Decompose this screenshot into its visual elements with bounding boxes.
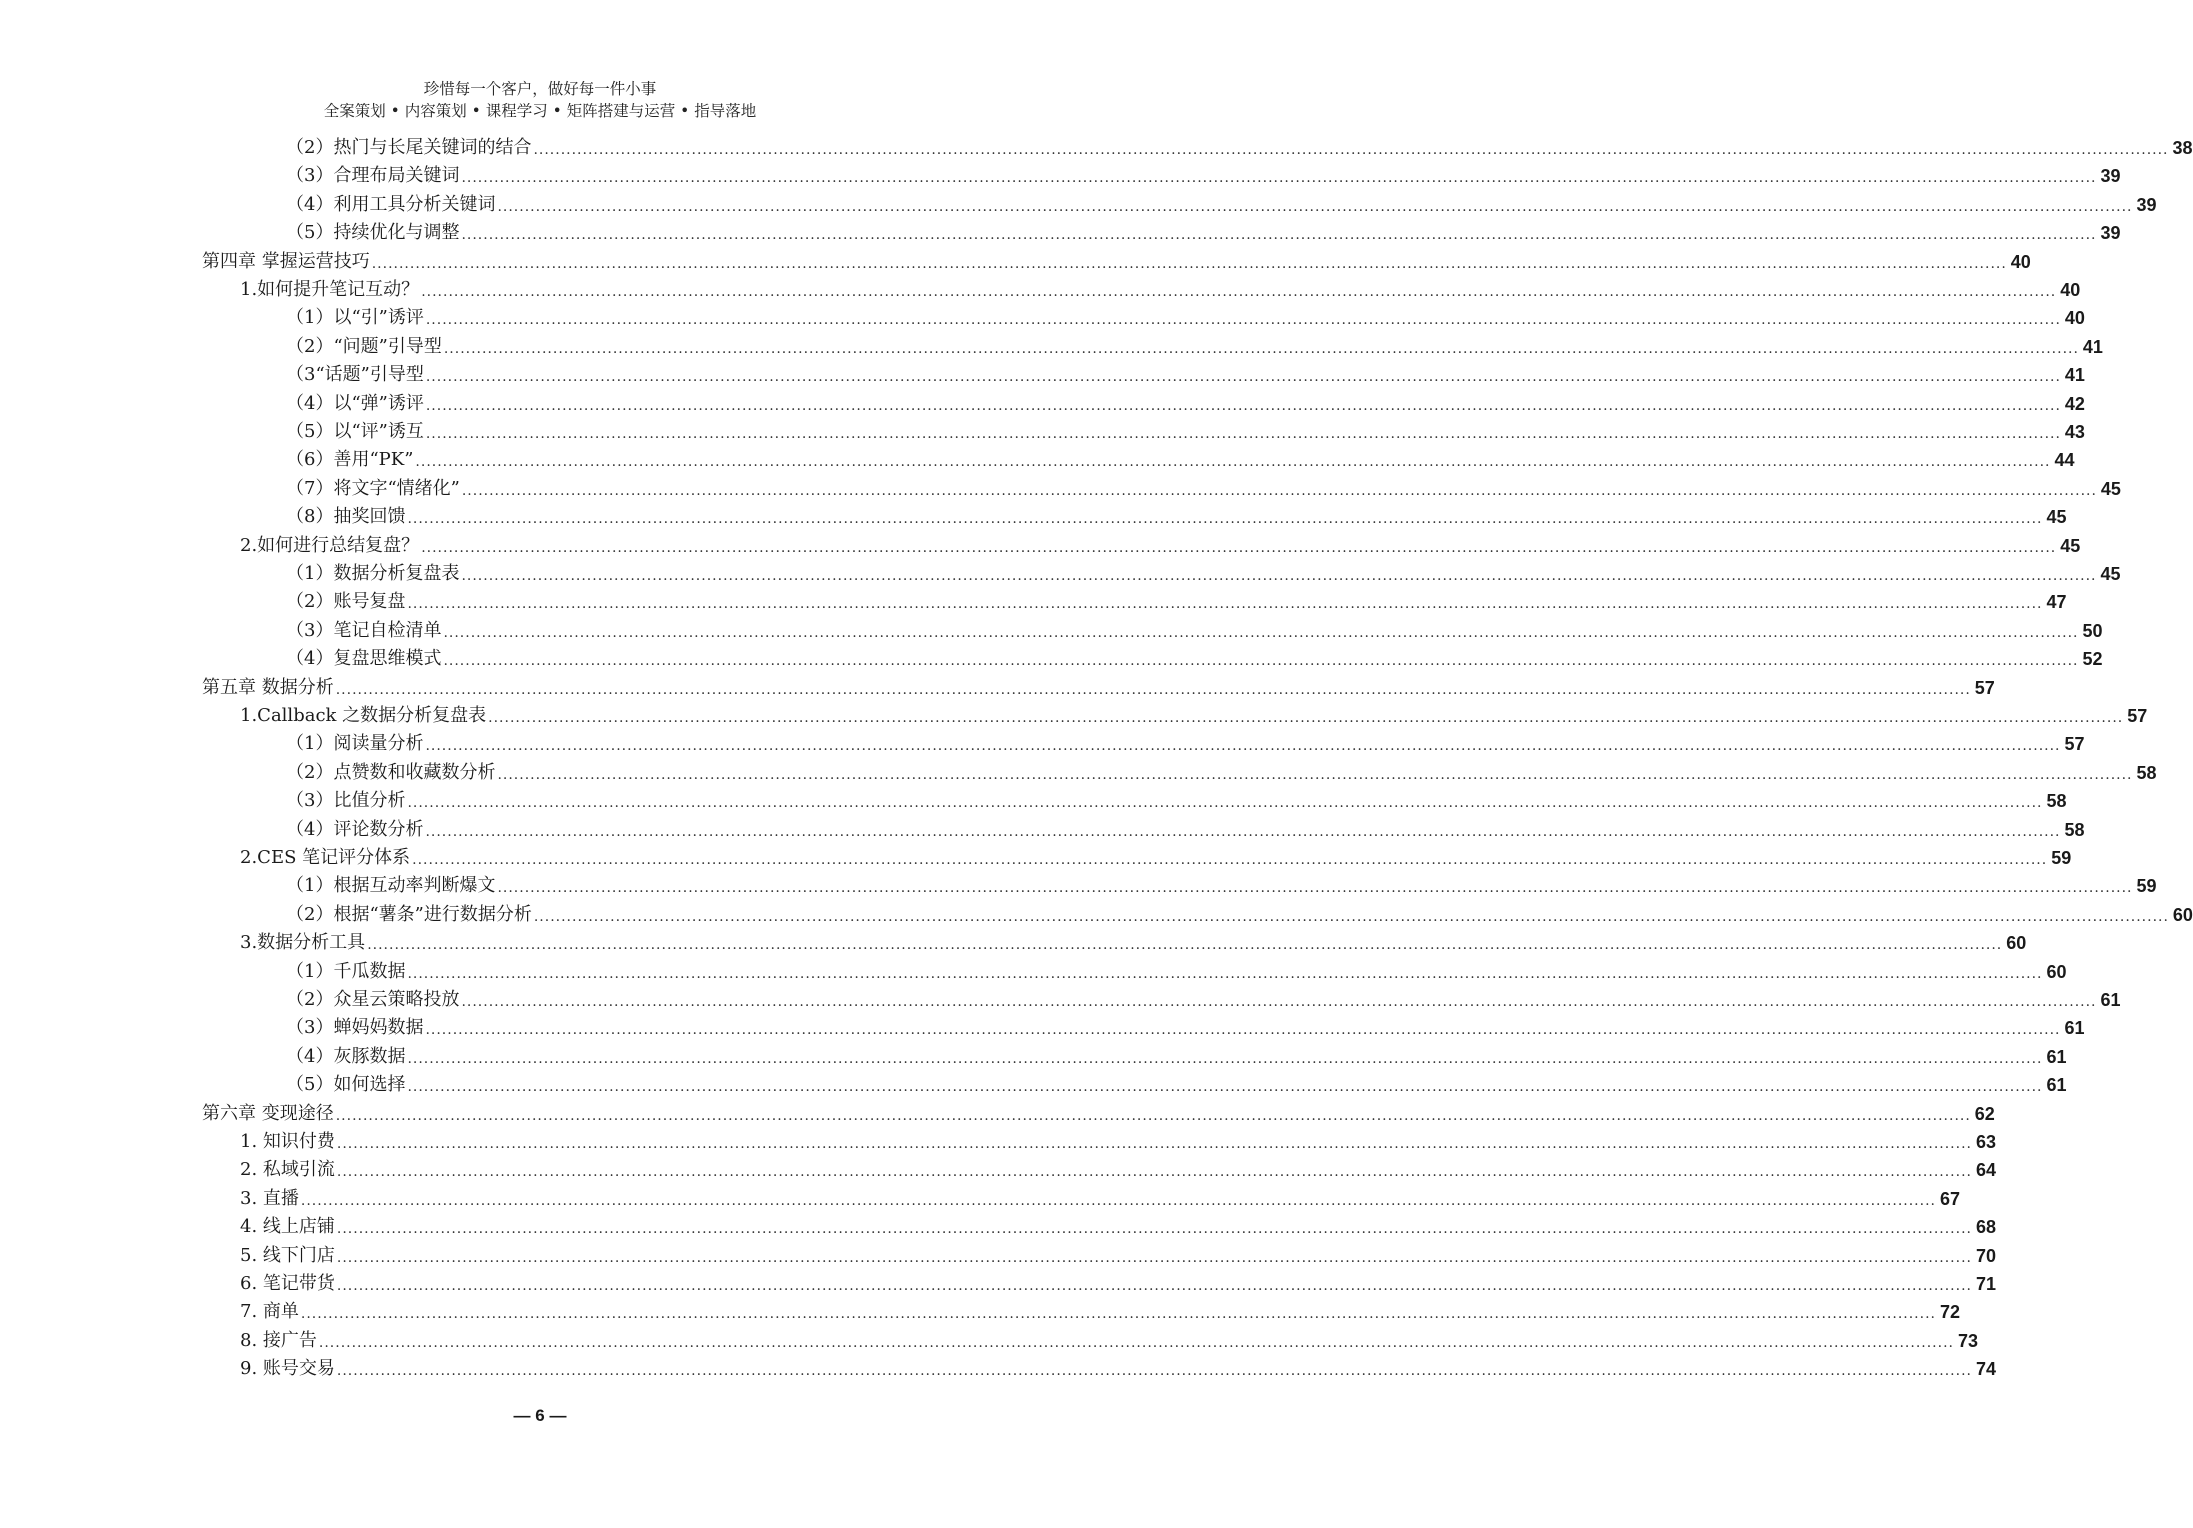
toc-entry[interactable] [240,1268,1996,1296]
toc-entry-page: 57 [2064,734,2085,755]
toc-leader-dots: ............................................................................................................................................................................................................................................................................................................ [425,397,2061,414]
toc-entry-page: 62 [1974,1103,1995,1124]
toc-entry-page: 39 [2100,166,2121,187]
toc-leader-dots: ............................................................................................................................................................................................................................................................................................................ [336,1363,1972,1380]
toc-entry[interactable] [202,1098,1995,1126]
toc-entry-title: （4）利用工具分析关键词 [286,193,496,215]
toc-entry-page: 60 [2046,961,2067,982]
toc-entry[interactable] [286,558,2121,586]
toc-entry-title: （8）抽奖回馈 [286,506,406,528]
toc-entry-title: （5）以“评”诱互 [286,421,424,442]
toc-leader-dots: ............................................................................................................................................................................................................................................................................................................ [425,1022,2061,1039]
toc-entry-title: （3）合理布局关键词 [286,165,460,187]
toc-entry-page: 58 [2046,791,2067,812]
toc-entry-page: 41 [2082,336,2103,357]
toc-entry-page: 47 [2046,592,2067,613]
toc-leader-dots: ............................................................................................................................................................................................................................................................................................................ [300,1306,1936,1323]
toc-entry-title: 1. 知识付费 [240,1131,335,1152]
toc-entry[interactable] [286,302,2085,330]
toc-leader-dots: ............................................................................................................................................................................................................................................................................................................ [318,1334,1954,1351]
toc-entry-page: 57 [1974,677,1995,698]
toc-leader-dots: ............................................................................................................................................................................................................................................................................................................ [443,653,2079,670]
toc-entry-title: （4）灰豚数据 [286,1045,406,1067]
toc-leader-dots: ............................................................................................................................................................................................................................................................................................................ [533,908,2169,925]
toc-entry-page: 39 [2100,223,2121,244]
toc-entry[interactable] [202,672,1995,700]
toc-entry-title: （2）点赞数和收藏数分析 [286,761,496,783]
toc-leader-dots: ............................................................................................................................................................................................................................................................................................................ [407,596,2043,613]
toc-entry-title: 2. 私域引流 [240,1159,335,1181]
toc-entry[interactable] [286,132,2193,160]
toc-entry[interactable] [240,1211,1996,1239]
toc-entry-title: 3. 直播 [240,1187,299,1209]
toc-entry-page: 40 [2064,308,2085,329]
toc-leader-dots: ............................................................................................................................................................................................................................................................................................................ [425,738,2061,755]
toc-entry[interactable] [286,160,2121,188]
toc-leader-dots: ............................................................................................................................................................................................................................................................................................................ [407,795,2043,812]
toc-entry[interactable] [286,728,2085,756]
toc-entry-page: 45 [2046,507,2067,528]
toc-entry-title: 1.Callback 之数据分析复盘表 [240,705,487,726]
toc-entry[interactable] [286,1041,2067,1069]
toc-entry-page: 57 [2127,706,2148,726]
toc-leader-dots: ............................................................................................................................................................................................................................................................................................................ [415,454,2051,471]
toc-entry-page: 61 [2064,1018,2085,1039]
toc-entry-page: 40 [2010,251,2031,272]
toc-entry-title: （2）“问题”引导型 [286,335,442,357]
toc-entry[interactable] [240,700,2148,728]
toc-entry-page: 45 [2100,478,2121,499]
toc-entry-title: 第六章 变现途径 [202,1102,334,1124]
toc-entry-title: （3“话题”引导型 [286,364,424,386]
toc-entry-page: 39 [2136,194,2157,215]
toc-leader-dots: ............................................................................................................................................................................................................................................................................................................ [336,1249,1972,1266]
toc-entry[interactable] [240,1240,1996,1268]
toc-entry-page: 72 [1939,1302,1960,1323]
toc-entry-page: 41 [2064,365,2085,386]
toc-entry[interactable] [240,530,2081,558]
toc-entry-title: （3）比值分析 [286,790,406,812]
toc-entry-page: 63 [1975,1132,1996,1152]
toc-entry[interactable] [286,416,2085,444]
toc-entry-page: 68 [1975,1217,1996,1238]
toc-entry[interactable] [286,189,2157,217]
toc-entry[interactable] [286,615,2103,643]
toc-entry[interactable] [286,331,2103,359]
toc-entry-title: （3）笔记自检清单 [286,619,442,641]
toc-entry-title: （2）账号复盘 [286,591,406,613]
toc-leader-dots: ............................................................................................................................................................................................................................................................................................................ [461,482,2097,499]
toc-leader-dots: ............................................................................................................................................................................................................................................................................................................ [425,369,2061,386]
toc-entry-page: 40 [2060,280,2081,300]
header-services: 全案策划 • 内容策划 • 课程学习 • 矩阵搭建与运营 • 指导落地 [323,102,757,120]
toc-entry[interactable] [286,870,2157,898]
toc-entry-title: （1）数据分析复盘表 [286,563,460,584]
toc-leader-dots: ............................................................................................................................................................................................................................................................................................................ [461,170,2097,187]
toc-leader-dots: ............................................................................................................................................................................................................................................................................................................ [421,539,2057,556]
toc-leader-dots: ............................................................................................................................................................................................................................................................................................................ [425,426,2061,442]
toc-entry-title: 第四章 掌握运营技巧 [202,250,370,272]
toc-entry-title: （2）热门与长尾关键词的结合 [286,137,532,158]
toc-entry-page: 45 [2100,564,2121,584]
toc-entry[interactable] [286,899,2193,927]
toc-entry[interactable] [286,586,2067,614]
toc-entry-page: 60 [2172,904,2193,925]
header-slogan: 珍惜每一个客户，做好每一件小事 [423,80,657,98]
toc-entry[interactable] [240,842,2072,870]
toc-entry[interactable] [240,274,2081,302]
toc-entry-title: （3）蝉妈妈数据 [286,1017,424,1039]
toc-leader-dots: ............................................................................................................................................................................................................................................................................................................ [443,340,2079,357]
toc-entry-title: （5）如何选择 [286,1074,406,1096]
toc-entry[interactable] [286,757,2157,785]
toc-entry[interactable] [240,1353,1996,1381]
toc-leader-dots: ............................................................................................................................................................................................................................................................................................................ [461,227,2097,244]
toc-leader-dots: ............................................................................................................................................................................................................................................................................................................ [407,1050,2043,1067]
toc-leader-dots: ............................................................................................................................................................................................................................................................................................................ [425,312,2061,329]
toc-entry-title: 6. 笔记带货 [240,1273,335,1294]
toc-entry[interactable] [240,1126,1996,1154]
toc-entry[interactable] [286,501,2067,529]
toc-leader-dots: ............................................................................................................................................................................................................................................................................................................ [461,568,2097,584]
toc-entry-page: 59 [2051,848,2072,868]
toc-leader-dots: ............................................................................................................................................................................................................................................................................................................ [335,1107,1971,1124]
toc-leader-dots: ............................................................................................................................................................................................................................................................................................................ [421,284,2057,300]
toc-entry-page: 43 [2064,422,2085,442]
toc-entry-page: 58 [2136,762,2157,783]
toc-entry-page: 38 [2172,138,2193,158]
toc-entry-page: 74 [1975,1359,1996,1380]
toc-leader-dots: ............................................................................................................................................................................................................................................................................................................ [407,1079,2043,1096]
toc-entry-page: 59 [2136,876,2157,897]
toc-entry-title: （6）善用“PK” [286,449,414,471]
toc-entry-title: （7）将文字“情绪化” [286,477,460,499]
toc-entry-page: 64 [1975,1160,1996,1181]
toc-entry[interactable] [240,1183,1960,1211]
toc-leader-dots: ............................................................................................................................................................................................................................................................................................................ [461,994,2097,1010]
toc-entry-title: 5. 线下门店 [240,1244,335,1266]
page-number: — 6 — [513,1406,567,1425]
toc-entry[interactable] [286,217,2121,245]
toc-entry[interactable] [286,1012,2085,1040]
toc-leader-dots: ............................................................................................................................................................................................................................................................................................................ [367,937,2003,954]
toc-entry-page: 61 [2046,1075,2067,1096]
toc-leader-dots: ............................................................................................................................................................................................................................................................................................................ [336,1136,1972,1152]
toc-entry-page: 45 [2060,535,2081,556]
toc-entry[interactable] [286,643,2103,671]
toc-entry-page: 44 [2054,450,2075,471]
toc-entry-page: 61 [2100,990,2121,1010]
toc-entry-title: （4）以“弹”诱评 [286,392,424,414]
toc-entry-title: 8. 接广告 [240,1329,317,1351]
toc-entry-title: 3.数据分析工具 [240,932,366,954]
toc-leader-dots: ............................................................................................................................................................................................................................................................................................................ [300,1192,1936,1209]
toc-leader-dots: ............................................................................................................................................................................................................................................................................................................ [488,710,2124,726]
toc-leader-dots: ............................................................................................................................................................................................................................................................................................................ [407,511,2043,528]
toc-entry-page: 50 [2082,620,2103,641]
toc-entry-page: 52 [2082,649,2103,670]
toc-leader-dots: ............................................................................................................................................................................................................................................................................................................ [443,624,2079,641]
toc-entry[interactable] [286,785,2067,813]
toc-entry-page: 58 [2064,819,2085,840]
toc-entry-title: （4）评论数分析 [286,818,424,840]
toc-leader-dots: ............................................................................................................................................................................................................................................................................................................ [497,880,2133,897]
toc-entry[interactable] [240,1154,1996,1182]
toc-entry-title: （1）阅读量分析 [286,733,424,755]
toc-entry-title: （4）复盘思维模式 [286,648,442,670]
toc-entry-page: 61 [2046,1046,2067,1067]
toc-entry[interactable] [240,1325,1978,1353]
page-header [0,78,1080,122]
toc-leader-dots: ............................................................................................................................................................................................................................................................................................................ [407,965,2043,982]
toc-leader-dots: ............................................................................................................................................................................................................................................................................................................ [412,852,2048,868]
toc-entry-page: 67 [1939,1188,1960,1209]
toc-leader-dots: ............................................................................................................................................................................................................................................................................................................ [336,1221,1972,1238]
toc-entry[interactable] [286,359,2085,387]
toc-leader-dots: ............................................................................................................................................................................................................................................................................................................ [425,823,2061,840]
toc-entry[interactable] [286,956,2067,984]
toc-leader-dots: ............................................................................................................................................................................................................................................................................................................ [497,766,2133,783]
toc-entry[interactable] [202,246,2031,274]
toc-entry-page: 70 [1975,1245,1996,1266]
toc-entry-title: （1）以“引”诱评 [286,307,424,329]
toc-entry-title: （5）持续优化与调整 [286,222,460,244]
toc-entry[interactable] [240,1296,1960,1324]
toc-entry-title: 2.如何进行总结复盘？ [240,534,420,556]
toc-entry-title: （2）众星云策略投放 [286,989,460,1010]
toc-leader-dots: ............................................................................................................................................................................................................................................................................................................ [533,142,2169,158]
toc-entry[interactable] [286,444,2075,472]
toc-entry-title: （1）根据互动率判断爆文 [286,875,496,897]
toc-entry-title: 7. 商单 [240,1301,299,1323]
toc-entry-title: 1.如何提升笔记互动？ [240,279,420,300]
toc-entry[interactable] [240,927,2027,955]
toc-entry-page: 60 [2006,933,2027,954]
toc-leader-dots: ............................................................................................................................................................................................................................................................................................................ [336,1278,1972,1294]
toc-entry-title: 9. 账号交易 [240,1358,335,1380]
toc-leader-dots: ............................................................................................................................................................................................................................................................................................................ [336,1164,1972,1181]
toc-entry-title: 4. 线上店铺 [240,1216,335,1238]
toc-leader-dots: ............................................................................................................................................................................................................................................................................................................ [497,198,2133,215]
toc-entry-page: 71 [1975,1274,1996,1294]
toc-entry-title: 第五章 数据分析 [202,676,334,698]
toc-entry-page: 73 [1957,1330,1978,1351]
toc-entry[interactable] [286,1069,2067,1097]
toc-entry-title: （1）千瓜数据 [286,960,406,982]
toc-entry-title: （2）根据“薯条”进行数据分析 [286,903,532,925]
toc-entry-page: 42 [2064,393,2085,414]
toc-entry-title: 2.CES 笔记评分体系 [240,847,411,868]
toc-leader-dots: ............................................................................................................................................................................................................................................................................................................ [371,255,2007,272]
toc-entry[interactable] [286,814,2085,842]
toc-leader-dots: ............................................................................................................................................................................................................................................................................................................ [335,681,1971,698]
toc-entry[interactable] [286,473,2121,501]
toc-entry[interactable] [286,388,2085,416]
toc-entry[interactable] [286,984,2121,1012]
